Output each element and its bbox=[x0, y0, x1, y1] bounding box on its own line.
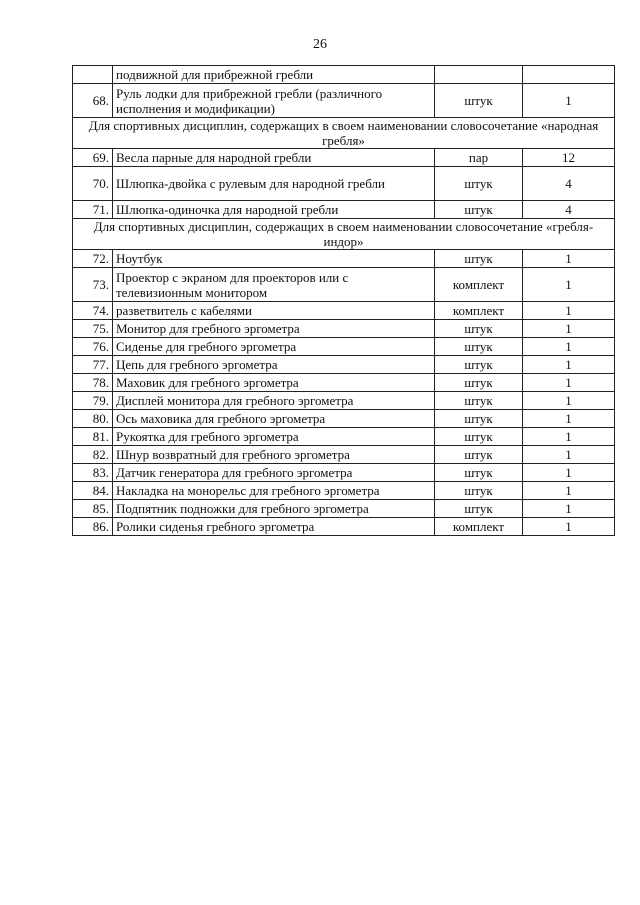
table-row bbox=[73, 201, 615, 219]
item-quantity: 1 bbox=[523, 392, 615, 410]
item-unit: штук bbox=[435, 410, 523, 428]
item-name: Датчик генератора для гребного эргометра bbox=[113, 464, 435, 482]
item-number: 74. bbox=[73, 302, 113, 320]
table-row bbox=[73, 410, 615, 428]
item-name: Весла парные для народной гребли bbox=[113, 149, 435, 167]
item-quantity: 1 bbox=[523, 446, 615, 464]
item-quantity: 1 bbox=[523, 268, 615, 302]
section-header-text: Для спортивных дисциплин, содержащих в своем наименовании словосочетание «народная гребля» bbox=[73, 118, 615, 149]
item-quantity: 1 bbox=[523, 500, 615, 518]
equipment-table-body bbox=[73, 66, 615, 536]
item-number: 70. bbox=[73, 167, 113, 201]
item-unit: штук bbox=[435, 428, 523, 446]
item-name: Монитор для гребного эргометра bbox=[113, 320, 435, 338]
item-number: 75. bbox=[73, 320, 113, 338]
table-row bbox=[73, 268, 615, 302]
table-row bbox=[73, 518, 615, 536]
item-quantity: 1 bbox=[523, 250, 615, 268]
table-row bbox=[73, 302, 615, 320]
item-quantity: 1 bbox=[523, 356, 615, 374]
table-row bbox=[73, 250, 615, 268]
item-name: Шлюпка-одиночка для народной гребли bbox=[113, 201, 435, 219]
table-row bbox=[73, 84, 615, 118]
table-row bbox=[73, 446, 615, 464]
table-row bbox=[73, 356, 615, 374]
table-row bbox=[73, 338, 615, 356]
item-quantity: 4 bbox=[523, 167, 615, 201]
item-name: Цепь для гребного эргометра bbox=[113, 356, 435, 374]
item-quantity: 1 bbox=[523, 518, 615, 536]
table-row bbox=[73, 149, 615, 167]
item-quantity: 1 bbox=[523, 338, 615, 356]
table-row bbox=[73, 500, 615, 518]
item-name: Маховик для гребного эргометра bbox=[113, 374, 435, 392]
item-name: Ролики сиденья гребного эргометра bbox=[113, 518, 435, 536]
item-quantity: 12 bbox=[523, 149, 615, 167]
item-number: 85. bbox=[73, 500, 113, 518]
item-quantity: 4 bbox=[523, 201, 615, 219]
item-name: Рукоятка для гребного эргометра bbox=[113, 428, 435, 446]
item-unit: штук bbox=[435, 356, 523, 374]
item-number: 71. bbox=[73, 201, 113, 219]
item-quantity: 1 bbox=[523, 410, 615, 428]
item-unit: комплект bbox=[435, 518, 523, 536]
item-unit: штук bbox=[435, 167, 523, 201]
item-name: Подпятник подножки для гребного эргометра bbox=[113, 500, 435, 518]
page-number: 26 bbox=[313, 37, 327, 52]
item-name: Ось маховика для гребного эргометра bbox=[113, 410, 435, 428]
table-row bbox=[73, 320, 615, 338]
item-number bbox=[73, 66, 113, 84]
item-number: 84. bbox=[73, 482, 113, 500]
item-name: Ноутбук bbox=[113, 250, 435, 268]
table-row bbox=[73, 482, 615, 500]
item-number: 79. bbox=[73, 392, 113, 410]
item-unit bbox=[435, 66, 523, 84]
item-unit: штук bbox=[435, 320, 523, 338]
item-quantity: 1 bbox=[523, 464, 615, 482]
item-unit: штук bbox=[435, 201, 523, 219]
equipment-table bbox=[72, 65, 615, 536]
item-number: 78. bbox=[73, 374, 113, 392]
item-unit: штук bbox=[435, 482, 523, 500]
item-quantity: 1 bbox=[523, 320, 615, 338]
item-unit: комплект bbox=[435, 302, 523, 320]
item-quantity bbox=[523, 66, 615, 84]
item-unit: комплект bbox=[435, 268, 523, 302]
item-name: Сиденье для гребного эргометра bbox=[113, 338, 435, 356]
item-name: Накладка на монорельс для гребного эргометра bbox=[113, 482, 435, 500]
item-name: Проектор с экраном для проекторов или с телевизионным монитором bbox=[113, 268, 435, 302]
item-number: 68. bbox=[73, 84, 113, 118]
item-quantity: 1 bbox=[523, 374, 615, 392]
table-row bbox=[73, 392, 615, 410]
item-unit: штук bbox=[435, 500, 523, 518]
item-quantity: 1 bbox=[523, 482, 615, 500]
item-unit: пар bbox=[435, 149, 523, 167]
item-name: подвижной для прибрежной гребли bbox=[113, 66, 435, 84]
item-unit: штук bbox=[435, 446, 523, 464]
item-quantity: 1 bbox=[523, 84, 615, 118]
item-number: 83. bbox=[73, 464, 113, 482]
item-unit: штук bbox=[435, 392, 523, 410]
item-number: 80. bbox=[73, 410, 113, 428]
item-unit: штук bbox=[435, 338, 523, 356]
item-unit: штук bbox=[435, 84, 523, 118]
item-name: Шлюпка-двойка с рулевым для народной гребли bbox=[113, 167, 435, 201]
item-name: Руль лодки для прибрежной гребли (различного исполнения и модификации) bbox=[113, 84, 435, 118]
item-unit: штук bbox=[435, 250, 523, 268]
section-header-row bbox=[73, 219, 615, 250]
item-unit: штук bbox=[435, 374, 523, 392]
item-number: 72. bbox=[73, 250, 113, 268]
item-number: 86. bbox=[73, 518, 113, 536]
item-number: 77. bbox=[73, 356, 113, 374]
table-row bbox=[73, 464, 615, 482]
item-number: 73. bbox=[73, 268, 113, 302]
table-row bbox=[73, 428, 615, 446]
item-quantity: 1 bbox=[523, 302, 615, 320]
table-row bbox=[73, 167, 615, 201]
item-number: 82. bbox=[73, 446, 113, 464]
item-name: Дисплей монитора для гребного эргометра bbox=[113, 392, 435, 410]
item-unit: штук bbox=[435, 464, 523, 482]
table-row bbox=[73, 374, 615, 392]
item-name: Шнур возвратный для гребного эргометра bbox=[113, 446, 435, 464]
section-header-text: Для спортивных дисциплин, содержащих в своем наименовании словосочетание «гребля-индор» bbox=[73, 219, 615, 250]
item-name: разветвитель с кабелями bbox=[113, 302, 435, 320]
item-quantity: 1 bbox=[523, 428, 615, 446]
item-number: 76. bbox=[73, 338, 113, 356]
item-number: 81. bbox=[73, 428, 113, 446]
section-header-row bbox=[73, 118, 615, 149]
table-row bbox=[73, 66, 615, 84]
item-number: 69. bbox=[73, 149, 113, 167]
